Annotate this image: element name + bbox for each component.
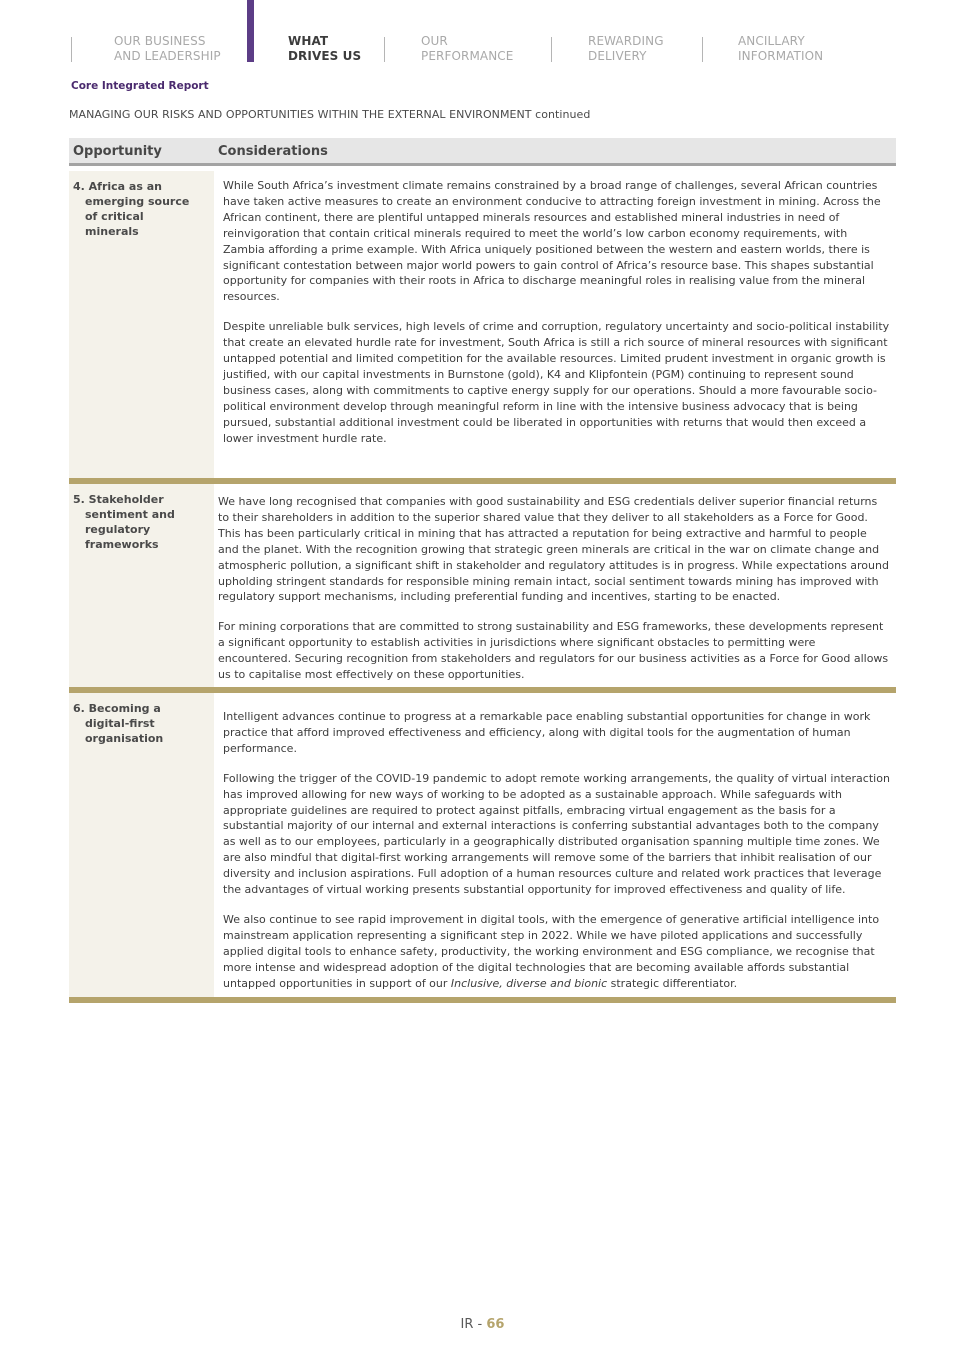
nav-label-line2: INFORMATION [738, 49, 824, 63]
nav-label-line2: PERFORMANCE [421, 49, 514, 63]
paragraph: While South Africa’s investment climate remains constrained by a broad range of challenges, several African countries have taken active measures to create an environment conducive to attracting foreign investment in mining. Across the African continent, there are plentiful untapped minerals resources and established mineral industries in need of reinvigoration that contain critical minerals required to meet the world’s low carbon economy requirements, with Zambia affording a prime example. With Africa uniquely positioned between the western and eastern worlds, there is significant contestation between major world powers to gain control of Africa’s resource base. This shapes substantial opportunity for companies with their roots in Africa to discharge meaningful roles in realising value from the mineral resources. [223, 179, 881, 304]
header-opportunity: Opportunity [73, 144, 162, 159]
row-divider [69, 997, 896, 1003]
table-header [69, 138, 896, 166]
strategic-differentiator-name: Inclusive, diverse and bionic [450, 976, 608, 990]
page-footer [0, 1317, 965, 1332]
nav-our-performance[interactable] [421, 34, 513, 64]
table-row [69, 693, 896, 997]
nav-what-drives-us[interactable] [288, 34, 361, 64]
footer-prefix: IR - [460, 1317, 487, 1332]
paragraph-text: We also continue to see rapid improvement in digital tools, with the emergence of generative artificial intelligence into mainstream application representing a significant step in 2022. While we have piloted applications and successfully applied digital tools to enhance safety, productivity, the working environment and ESG compliance, we recognise that more intense and widespread adoption of the digital technologies that are becoming available affords substantial untapped opportunities in support of our [223, 912, 880, 990]
opportunity-cell [69, 693, 214, 997]
nav-divider [551, 37, 552, 62]
considerations-cell [214, 171, 896, 478]
table-row [69, 484, 896, 687]
nav-divider [702, 37, 703, 62]
nav-label-line1: REWARDING [588, 34, 664, 48]
paragraph: Following the trigger of the COVID-19 pandemic to adopt remote working arrangements, the quality of virtual interaction has improved allowing for new ways of working to be adopted as a sustainable approach. While safeguards with appropriate guidelines are required to protect against pitfalls, embracing virtual engagement as the basis for a substantial majority of our internal and external interactions is conferring substantial advantages both to the company as well as to our employees, particularly in a geographically distributed organisation spanning multiple time zones. We are also mindful that digital-first working arrangements will remove some of the barriers that inhibit realisation of our diversity and inclusion aspirations. Full adoption of a human resources culture and related work practices that leverage the advantages of virtual working presents substantial opportunity for improved effectiveness and quality of life. [223, 771, 890, 897]
opportunity-title: 5. Stakeholder sentiment and regulatory frameworks [73, 493, 175, 551]
opportunity-cell [69, 484, 214, 687]
opportunity-cell [69, 171, 214, 478]
active-section-indicator [247, 0, 254, 62]
nav-divider [384, 37, 385, 62]
opportunities-table [69, 138, 896, 1003]
paragraph: Intelligent advances continue to progress at a remarkable pace enabling substantial opportunities for change in work practice that afford improved effectiveness and efficiency, along with digital tools for the augmentation of human performance. [223, 710, 871, 755]
nav-rewarding-delivery[interactable] [588, 34, 664, 64]
nav-label-line2: DELIVERY [588, 49, 647, 63]
paragraph: For mining corporations that are committed to strong sustainability and ESG frameworks, these developments represent a significant opportunity to establish activities in jurisdictions where significant obstacles to permitting were encountered. Securing recognition from stakeholders and regulators for our business activities as a Force for Good allows us to capitalise most effectively on these opportunities. [218, 620, 889, 682]
opportunity-title: 6. Becoming a digital-first organisation [73, 702, 164, 745]
nav-label-line1: OUR BUSINESS [114, 34, 206, 48]
nav-ancillary-information[interactable] [738, 34, 823, 64]
nav-label-line1: WHAT [288, 34, 329, 48]
paragraph: Despite unreliable bulk services, high levels of crime and corruption, regulatory uncertainty and socio-political instability that create an elevated hurdle rate for investment, South Africa is still a rich source of mineral resources with significant untapped potential and limited competition for the available resources. Limited prudent investment in organic growth is justified, with our capital investments in Burnstone (gold), K4 and Klipfontein (PGM) continuing to represent sound business cases, along with commitments to captive energy supply for our operations. Should a more favourable socio-political environment develop through meaningful reform in line with the intensive business advocacy that is being pursued, substantial additional investment could be liberated in opportunities with returns that would then exceed a lower investment hurdle rate. [223, 320, 890, 445]
section-title: MANAGING OUR RISKS AND OPPORTUNITIES WITHIN THE EXTERNAL ENVIRONMENT continued [69, 108, 591, 121]
considerations-cell [214, 484, 896, 687]
table-row [69, 171, 896, 478]
paragraph: We have long recognised that companies with good sustainability and ESG credentials deliver superior financial returns to their shareholders in addition to the superior shared value that they deliver to all stakeholders as a Force for Good. This has been particularly critical in mining that has attracted a reputation for being extractive and harmful to people and the planet. With the recognition growing that strategic green minerals are critical in the war on climate change and atmospheric pollution, a significant shift in stakeholder and regulatory attitudes is in progress. While expectations around upholding stringent standards for responsible mining remain intact, social sentiment towards mining has improved with regulatory support mechanisms, including preferential funding and incentives, starting to be enacted. [218, 495, 889, 604]
section-navigation [0, 0, 965, 70]
considerations-cell [214, 693, 896, 997]
page-number: 66 [486, 1317, 505, 1332]
nav-label-line1: OUR [421, 34, 448, 48]
opportunity-title: 4. Africa as an emerging source of critical minerals [73, 180, 190, 238]
nav-label-line2: AND LEADERSHIP [114, 49, 221, 63]
report-label: Core Integrated Report [71, 80, 209, 92]
nav-label-line2: DRIVES US [288, 49, 362, 63]
nav-our-business[interactable] [114, 34, 221, 64]
header-considerations: Considerations [218, 144, 328, 159]
nav-divider [71, 37, 72, 62]
nav-label-line1: ANCILLARY [738, 34, 805, 48]
paragraph [223, 912, 890, 992]
paragraph-tail: strategic differentiator. [607, 976, 738, 990]
